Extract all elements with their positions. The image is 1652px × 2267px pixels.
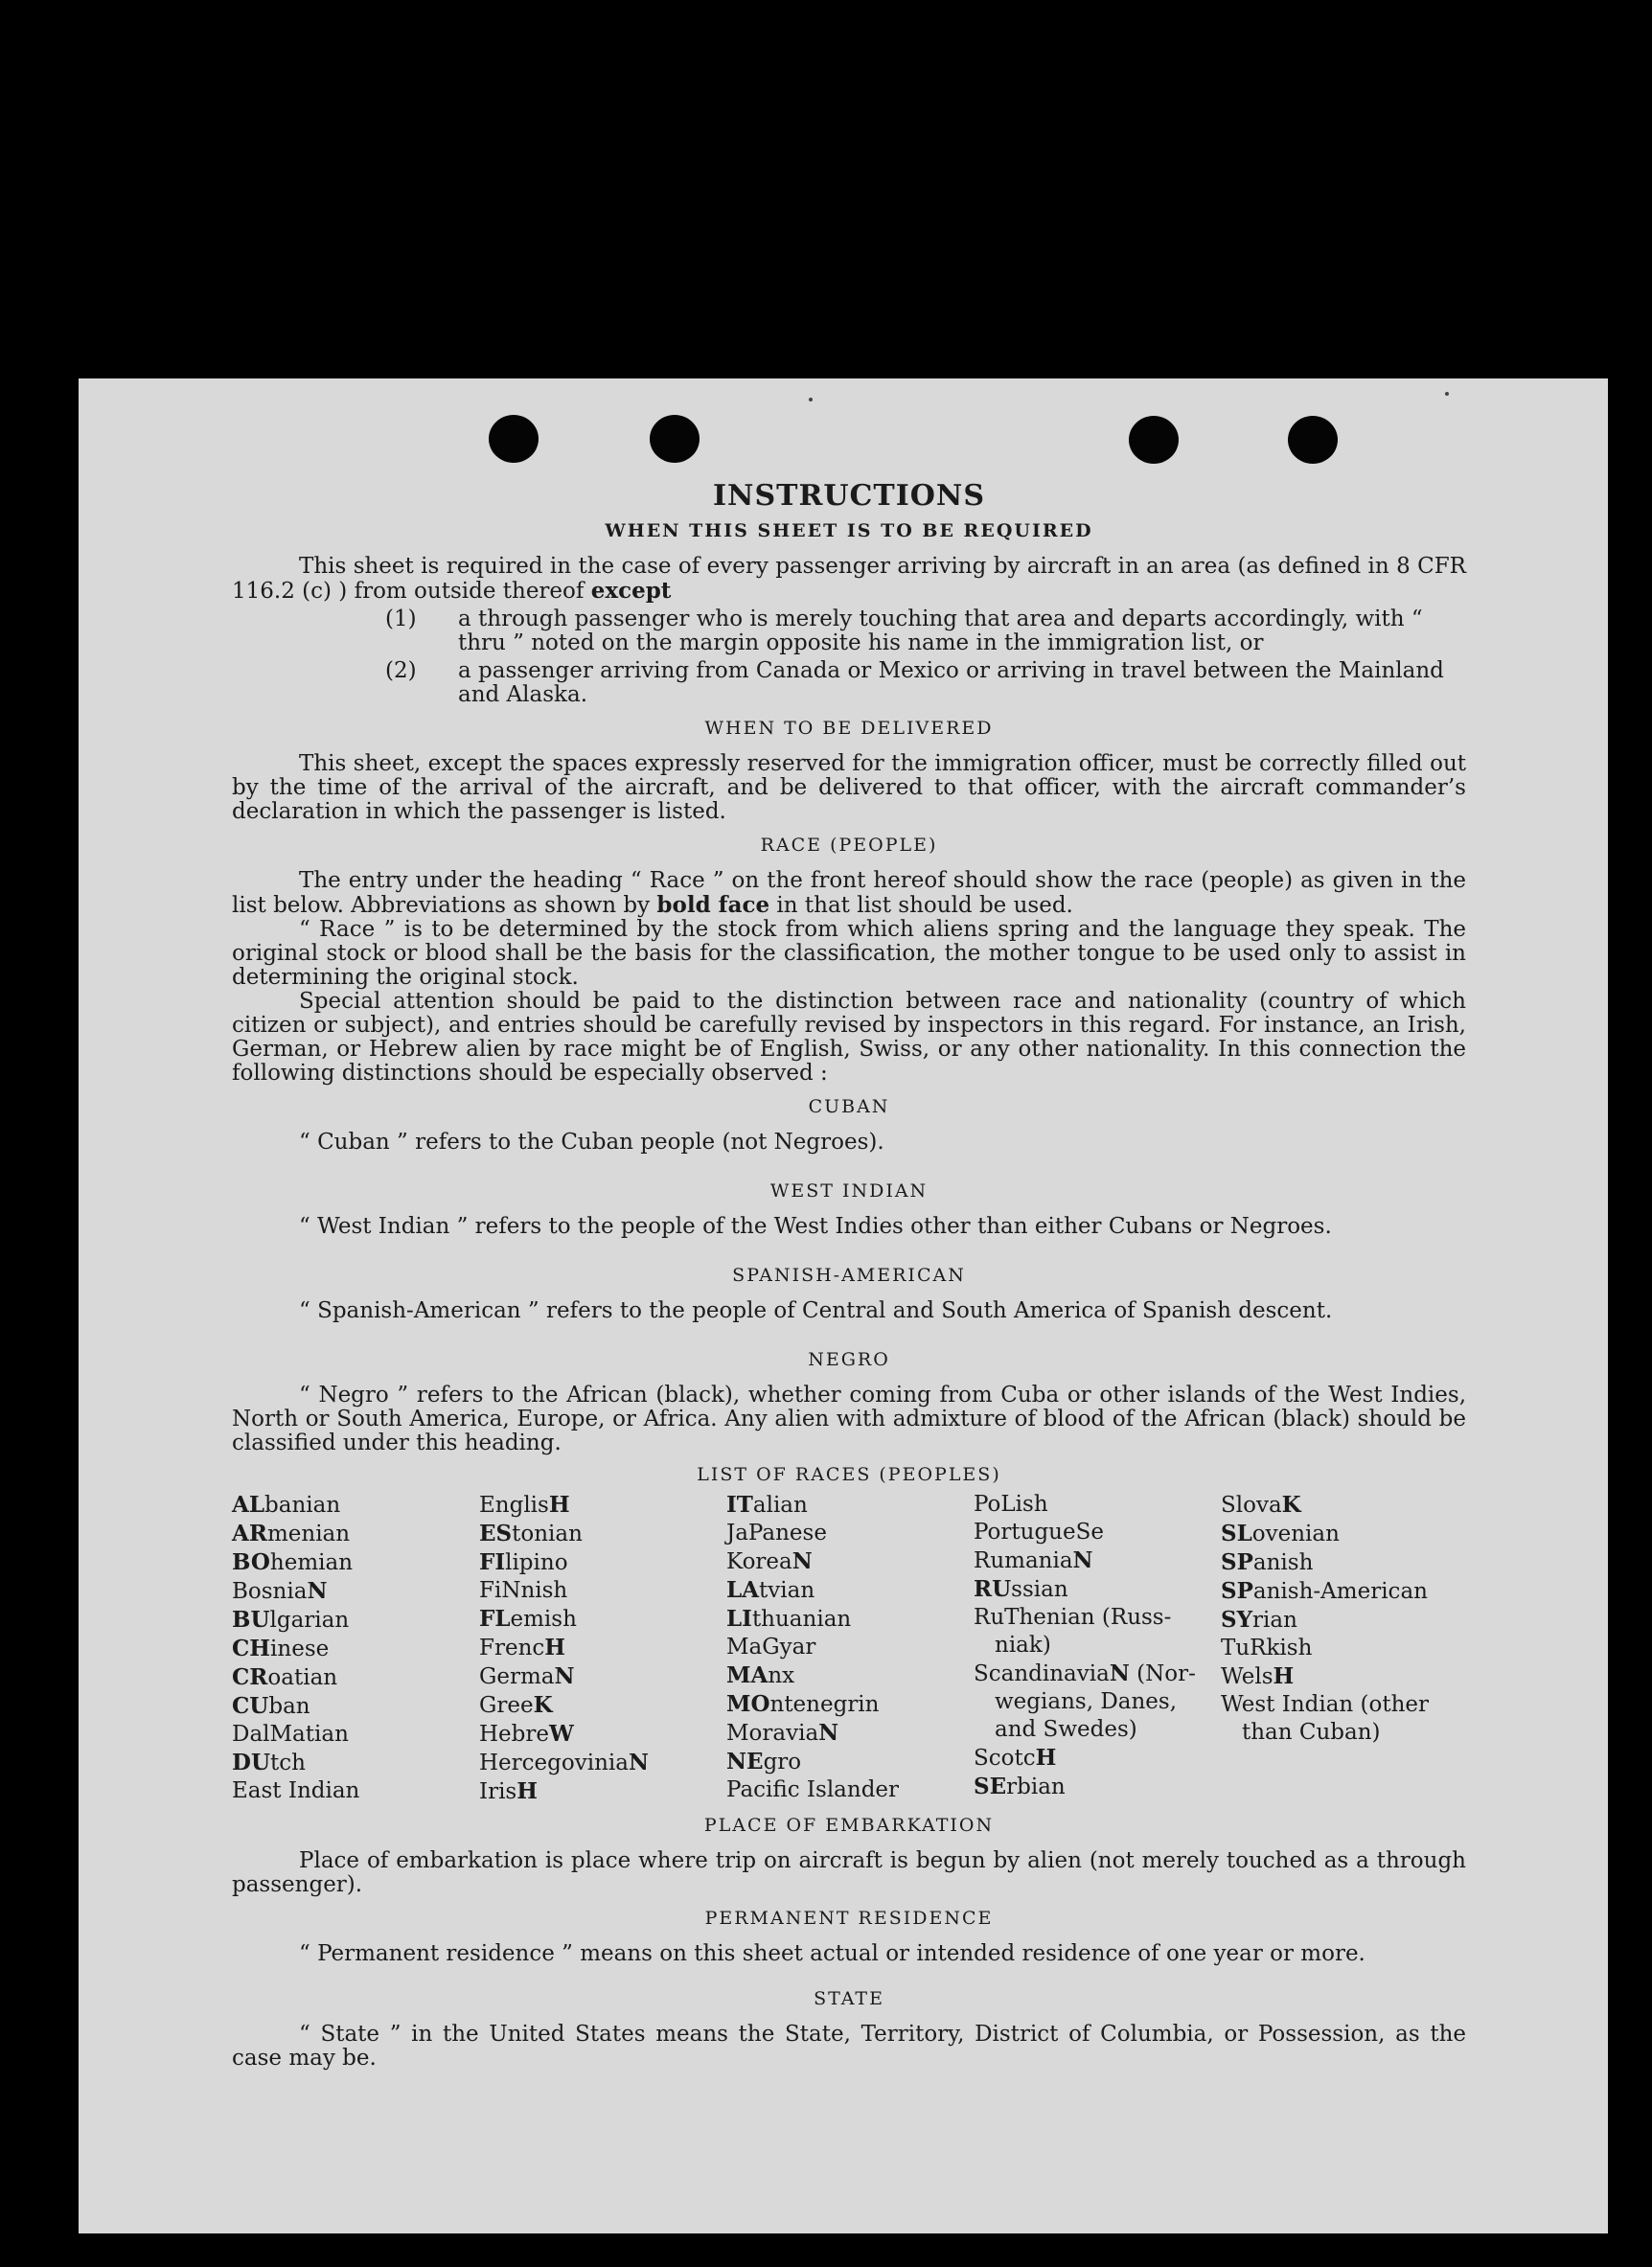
race-item xyxy=(726,1690,974,1719)
race-abbreviation: N xyxy=(1109,1660,1130,1686)
race-abbreviation: BU xyxy=(232,1607,270,1633)
punch-hole xyxy=(489,415,539,463)
section-heading: NEGRO xyxy=(808,1349,890,1370)
race-abbreviation: ES xyxy=(479,1521,513,1546)
race-item xyxy=(232,1692,479,1721)
race-abbreviation: IT xyxy=(726,1492,753,1518)
text: The entry under the heading “ Race ” on the front hereof should show the race (people) as given in the list below. Abbreviations as shown by xyxy=(232,868,1466,918)
race-abbreviation: H xyxy=(1273,1663,1295,1689)
section-heading: WHEN TO BE DELIVERED xyxy=(704,718,994,739)
section-heading: RACE (PEOPLE) xyxy=(760,835,938,856)
race-item xyxy=(726,1576,974,1605)
race-item xyxy=(479,1662,726,1691)
race-item xyxy=(974,1604,1221,1632)
race-abbreviation: K xyxy=(1281,1492,1301,1518)
race-item xyxy=(479,1577,726,1605)
document-page xyxy=(79,378,1608,2233)
race-item xyxy=(974,1716,1221,1744)
race-item xyxy=(726,1491,974,1520)
race-text: ovenian xyxy=(1251,1522,1340,1546)
race-abbreviation: CR xyxy=(232,1664,268,1690)
race-item xyxy=(726,1520,974,1547)
race-text: Moravia xyxy=(726,1721,819,1746)
race-text: Hebre xyxy=(479,1722,549,1747)
paragraph: “ West Indian ” refers to the people of the West Indies other than either Cubans or Negroes. xyxy=(299,1214,1332,1239)
race-abbreviation: AR xyxy=(232,1521,267,1546)
race-item xyxy=(232,1577,479,1606)
item-text: a through passenger who is merely touching that area and departs accordingly, with “ thru ” noted on the margin opposite his name in the immigration list, or xyxy=(458,607,1423,655)
race-item xyxy=(726,1719,974,1748)
race-abbreviation: H xyxy=(1035,1745,1057,1771)
race-abbreviation: SE xyxy=(974,1774,1007,1799)
race-text: thuanian xyxy=(751,1607,852,1632)
speck xyxy=(1445,392,1449,396)
race-item xyxy=(1221,1577,1468,1606)
race-item xyxy=(232,1635,479,1663)
text: in that list should be used. xyxy=(776,893,1073,918)
race-text: ssian xyxy=(1011,1577,1068,1602)
race-text: MaGyar xyxy=(726,1635,816,1660)
race-abbreviation: N xyxy=(307,1578,328,1604)
race-column xyxy=(232,1491,479,1806)
list-item xyxy=(232,659,1466,707)
race-abbreviation: CU xyxy=(232,1693,269,1719)
race-abbreviation: H xyxy=(544,1635,565,1660)
race-item xyxy=(232,1548,479,1577)
race-item xyxy=(479,1720,726,1749)
section-heading: STATE xyxy=(814,1988,884,2009)
emphasis: except xyxy=(590,578,672,604)
race-text: lgarian xyxy=(269,1608,350,1633)
race-text: than Cuban) xyxy=(1242,1720,1381,1745)
race-item xyxy=(974,1632,1221,1660)
list-item xyxy=(232,607,1466,655)
race-item xyxy=(974,1546,1221,1575)
race-abbreviation: CH xyxy=(232,1636,271,1661)
race-abbreviation: MO xyxy=(726,1691,770,1717)
race-item xyxy=(479,1491,726,1520)
race-column xyxy=(726,1491,974,1806)
race-text: ban xyxy=(268,1694,310,1719)
race-list xyxy=(232,1491,1468,1806)
race-abbreviation: LI xyxy=(726,1606,752,1632)
race-text: Frenc xyxy=(479,1636,545,1660)
race-text: Iris xyxy=(479,1779,517,1804)
race-text: (Nor- xyxy=(1129,1661,1196,1686)
race-text: Scandinavia xyxy=(974,1661,1110,1686)
race-text: RuThenian (Russ- xyxy=(974,1605,1172,1630)
race-item xyxy=(726,1661,974,1690)
race-abbreviation: H xyxy=(516,1778,538,1804)
race-item xyxy=(974,1519,1221,1546)
race-text: tch xyxy=(270,1751,306,1775)
race-abbreviation: SP xyxy=(1221,1549,1253,1575)
race-item xyxy=(232,1663,479,1692)
paragraph xyxy=(232,869,1466,918)
race-item xyxy=(479,1548,726,1577)
race-item xyxy=(1221,1635,1468,1662)
emphasis: bold face xyxy=(656,892,770,918)
race-text: JaPanese xyxy=(726,1521,827,1546)
race-item xyxy=(726,1748,974,1776)
speck xyxy=(809,398,813,401)
race-abbreviation: BO xyxy=(232,1549,270,1575)
race-abbreviation: N xyxy=(818,1720,839,1746)
race-item xyxy=(479,1777,726,1806)
paragraph: Place of embarkation is place where trip on aircraft is begun by alien (not merely touched as a through passenger). xyxy=(232,1848,1466,1897)
race-text: Gree xyxy=(479,1693,534,1718)
paragraph: “ Negro ” refers to the African (black), whether coming from Cuba or other islands of the West Indies, North or South America, Europe, or Africa. Any alien with admixture of blood of the African (black) should be classified under this heading. xyxy=(232,1383,1466,1455)
race-abbreviation: N xyxy=(628,1750,649,1775)
race-text: Scotc xyxy=(974,1746,1036,1771)
race-item xyxy=(726,1776,974,1804)
race-text: Hercegovinia xyxy=(479,1751,629,1775)
race-column xyxy=(1221,1491,1468,1806)
race-text: wegians, Danes, xyxy=(995,1689,1178,1714)
race-text: Korea xyxy=(726,1549,792,1574)
race-item xyxy=(974,1688,1221,1716)
section-heading: CUBAN xyxy=(808,1096,890,1117)
race-text: PortugueSe xyxy=(974,1520,1104,1545)
section-heading: SPANISH-AMERICAN xyxy=(732,1265,966,1286)
paragraph: “ Spanish-American ” refers to the people of Central and South America of Spanish descent. xyxy=(299,1298,1333,1323)
race-text: PoLish xyxy=(974,1492,1048,1517)
page-title: INSTRUCTIONS xyxy=(713,479,985,513)
section-heading: PERMANENT RESIDENCE xyxy=(704,1908,994,1929)
race-abbreviation: SL xyxy=(1221,1521,1252,1546)
punch-hole xyxy=(1129,416,1179,464)
race-text: lipino xyxy=(505,1550,568,1575)
race-item xyxy=(726,1605,974,1634)
paragraph: “ Cuban ” refers to the Cuban people (not Negroes). xyxy=(299,1130,884,1155)
race-text: rbian xyxy=(1006,1775,1066,1799)
race-item xyxy=(479,1749,726,1777)
race-text: emish xyxy=(510,1607,577,1632)
race-text: niak) xyxy=(995,1633,1051,1658)
race-item xyxy=(974,1773,1221,1801)
paragraph: Special attention should be paid to the distinction between race and nationality (country of which citizen or subject), and entries should be carefully revised by inspectors in this regard. For instance, an Irish, German, or Hebrew alien by race might be of English, Swiss, or any other nationality. In this connection the following distinctions should be especially observed : xyxy=(232,989,1466,1086)
race-text: hemian xyxy=(269,1550,354,1575)
race-text: gro xyxy=(763,1750,802,1775)
race-item xyxy=(1221,1662,1468,1691)
paragraph xyxy=(232,555,1466,604)
race-abbreviation: W xyxy=(549,1721,574,1747)
paragraph: “ Race ” is to be determined by the stock from which aliens spring and the language they speak. The original stock or blood shall be the basis for the classification, the mother tongue to be used only to assist in determining the original stock. xyxy=(232,917,1466,990)
race-item xyxy=(974,1491,1221,1519)
race-column xyxy=(479,1491,726,1806)
race-item xyxy=(232,1749,479,1777)
race-abbreviation: SY xyxy=(1221,1607,1253,1633)
race-abbreviation: NE xyxy=(726,1749,764,1775)
punch-hole xyxy=(1288,416,1338,464)
race-text: oatian xyxy=(267,1665,338,1690)
race-abbreviation: FL xyxy=(479,1606,511,1632)
race-item xyxy=(726,1547,974,1576)
race-item xyxy=(1221,1520,1468,1548)
race-item xyxy=(726,1634,974,1661)
race-item xyxy=(479,1634,726,1662)
race-abbreviation: SP xyxy=(1221,1578,1253,1604)
race-item xyxy=(479,1691,726,1720)
race-abbreviation: MA xyxy=(726,1662,769,1688)
paragraph: “ Permanent residence ” means on this sheet actual or intended residence of one year or more. xyxy=(299,1941,1365,1966)
race-text: and Swedes) xyxy=(995,1717,1137,1742)
race-item xyxy=(1221,1691,1468,1719)
race-text: anish-American xyxy=(1252,1579,1428,1604)
race-text: tvian xyxy=(759,1578,815,1603)
race-text: Slova xyxy=(1221,1493,1282,1518)
race-text: Bosnia xyxy=(232,1579,308,1604)
race-item xyxy=(232,1520,479,1548)
punch-hole xyxy=(650,415,700,463)
race-text: banian xyxy=(264,1493,341,1518)
race-item xyxy=(232,1777,479,1805)
race-text: Wels xyxy=(1221,1664,1273,1689)
item-number: (1) xyxy=(385,607,417,631)
race-abbreviation: N xyxy=(1072,1547,1093,1573)
race-item xyxy=(479,1520,726,1548)
text: This sheet is required in the case of every passenger arriving by aircraft in an area (as defined in 8 CFR 116.2 (c) ) from outside thereof xyxy=(232,554,1466,604)
race-item xyxy=(974,1575,1221,1604)
race-text: West Indian (other xyxy=(1221,1692,1430,1717)
race-item xyxy=(1221,1719,1468,1747)
race-abbreviation: RU xyxy=(974,1576,1012,1602)
race-text: menian xyxy=(266,1522,351,1546)
section-heading: LIST OF RACES (PEOPLES) xyxy=(697,1464,1001,1485)
race-abbreviation: DU xyxy=(232,1750,271,1775)
race-column xyxy=(974,1491,1221,1806)
race-text: Pacific Islander xyxy=(726,1777,900,1802)
race-text: rian xyxy=(1252,1608,1297,1633)
race-item xyxy=(974,1660,1221,1688)
item-text: a passenger arriving from Canada or Mexico or arriving in travel between the Mainland and Alaska. xyxy=(458,658,1444,707)
race-item xyxy=(1221,1548,1468,1577)
race-item xyxy=(1221,1606,1468,1635)
race-item xyxy=(232,1491,479,1520)
race-text: tonian xyxy=(512,1522,583,1546)
race-abbreviation: N xyxy=(792,1548,813,1574)
race-text: alian xyxy=(752,1493,808,1518)
race-text: East Indian xyxy=(232,1778,360,1803)
race-item xyxy=(1221,1491,1468,1520)
race-text: anish xyxy=(1252,1550,1314,1575)
race-text: FiNnish xyxy=(479,1578,568,1603)
instructions-content xyxy=(232,479,1466,2071)
paragraph: “ State ” in the United States means the State, Territory, District of Columbia, or Possession, as the case may be. xyxy=(232,2022,1466,2071)
race-abbreviation: H xyxy=(548,1492,570,1518)
race-abbreviation: FI xyxy=(479,1549,506,1575)
section-heading: PLACE OF EMBARKATION xyxy=(703,1815,995,1836)
race-text: TuRkish xyxy=(1221,1636,1313,1660)
race-abbreviation: N xyxy=(554,1663,575,1689)
section-heading: WEST INDIAN xyxy=(769,1180,929,1202)
race-text: ntenegrin xyxy=(769,1692,880,1717)
race-abbreviation: AL xyxy=(232,1492,265,1518)
race-text: Rumania xyxy=(974,1548,1073,1573)
race-abbreviation: LA xyxy=(726,1577,760,1603)
race-text: DalMatian xyxy=(232,1722,349,1747)
race-text: Germa xyxy=(479,1664,555,1689)
race-text: nx xyxy=(768,1663,795,1688)
race-text: inese xyxy=(270,1637,330,1661)
race-text: Englis xyxy=(479,1493,549,1518)
race-item xyxy=(232,1721,479,1749)
section-heading: WHEN THIS SHEET IS TO BE REQUIRED xyxy=(605,520,1093,541)
paragraph: This sheet, except the spaces expressly reserved for the immigration officer, must be correctly filled out by the time of the arrival of the aircraft, and be delivered to that officer, with the aircraft commander’s declaration in which the passenger is listed. xyxy=(232,751,1466,824)
race-abbreviation: K xyxy=(533,1692,553,1718)
item-number: (2) xyxy=(385,658,417,683)
race-item xyxy=(232,1606,479,1635)
race-item xyxy=(479,1605,726,1634)
race-item xyxy=(974,1744,1221,1773)
